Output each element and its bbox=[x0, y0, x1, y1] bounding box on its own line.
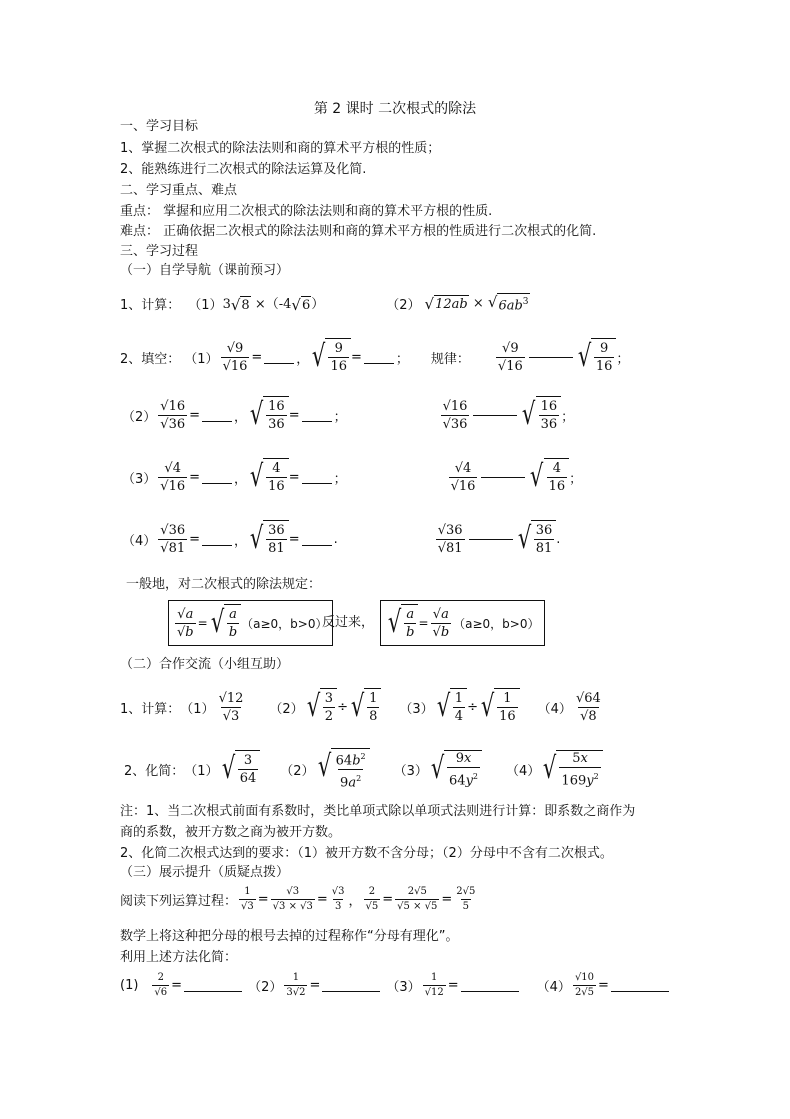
item-number: （4） bbox=[122, 533, 157, 549]
fraction: $\frac{√9}{√16}$ bbox=[222, 340, 248, 374]
item-number: （1） bbox=[180, 701, 215, 717]
difficult-point: 难点： 正确依据二次根式的除法法则和商的算术平方根的性质进行二次根式的化简. bbox=[120, 224, 597, 239]
radical: √ $\frac{9}{16}$ bbox=[575, 338, 617, 376]
section-heading-goals: 一、学习目标 bbox=[120, 119, 199, 134]
item-number: （2） bbox=[269, 701, 304, 717]
fraction: $\frac{√36}{√81}$ bbox=[437, 522, 463, 556]
rule-label: 规律： bbox=[430, 351, 470, 367]
fill-row-4: （4） $\frac{√36}{√81}$ = ， √ $\frac{36}{81}$ = . $\frac{√36}{√81}$ √ $\frac{36}{81}$ . bbox=[122, 521, 561, 556]
fill-row-1: 2、填空： （1） $\frac{√9}{√16}$ = ， √ $\frac{9}{16}$ = ； 规律： $\frac{√9}{√16}$ √ $\frac{9}{16}$ ； bbox=[120, 339, 630, 374]
condition-text: （a≥0，b>0） bbox=[453, 616, 540, 631]
answer-blank[interactable] bbox=[202, 471, 232, 484]
general-rule-intro: 一般地，对二次根式的除法规定： bbox=[126, 577, 322, 592]
part-3-heading: （三）展示提升（质疑点拨） bbox=[120, 865, 290, 880]
radical: √ $\frac{16}{36}$ bbox=[519, 396, 561, 434]
fraction: $\frac{√4}{√16}$ bbox=[160, 460, 186, 494]
goal-2: 2、能熟练进行二次根式的除法运算及化简. bbox=[120, 162, 367, 177]
radical: √ $\frac{5x}{169y^2}$ bbox=[540, 750, 602, 788]
note-line-2: 商的系数，被开方数之商为被开方数。 bbox=[120, 825, 342, 840]
radical: √ $\frac{4}{16}$ bbox=[527, 458, 569, 496]
radical: √ $\frac{4}{16}$ bbox=[247, 458, 289, 496]
rationalize-definition: 数学上将这种把分母的根号去掉的过程称作“分母有理化”。 bbox=[120, 929, 459, 944]
fraction: $\frac{√4}{√16}$ bbox=[450, 460, 476, 494]
item-number: （1） bbox=[184, 763, 219, 779]
note-line-1: 注：1、当二次根式前面有系数时，类比单项式除以单项式法则进行计算：即系数之商作为 bbox=[120, 804, 636, 819]
fraction: $\frac{1}{√3}$ bbox=[241, 886, 254, 912]
part-1-heading: （一）自学导航（课前预习） bbox=[120, 263, 290, 278]
relation-blank[interactable] bbox=[481, 476, 525, 478]
fraction: $\frac{√12}{√3}$ bbox=[218, 690, 244, 724]
radical: √ $\frac{1}{4}$ bbox=[434, 688, 467, 726]
item-number: （1） bbox=[188, 298, 223, 314]
radical: √ $\frac{9x}{64y^2}$ bbox=[428, 750, 482, 788]
answer-blank[interactable] bbox=[302, 533, 332, 546]
fraction: $\frac{2√5}{5}$ bbox=[456, 886, 476, 912]
fraction: $\frac{√9}{√16}$ bbox=[497, 340, 523, 374]
radical: √ $\frac{16}{36}$ bbox=[247, 396, 289, 434]
fraction: $\frac{√16}{√36}$ bbox=[160, 398, 186, 432]
answer-blank[interactable] bbox=[322, 979, 380, 992]
division-rule-box: $\frac{√a}{√b}$ = √ $\frac{a}{b}$ （a≥0，b>0） bbox=[168, 600, 333, 646]
rationalize-exercise-row: (1) $\frac{2}{√6}$ = （2） $\frac{1}{3√2}$ = （3） $\frac{1}{√12}$ = （4） $\frac{√10}{2√5}$ = bbox=[120, 972, 671, 999]
fraction: $\frac{√10}{2√5}$ bbox=[574, 972, 595, 998]
part-2-heading: （二）合作交流（小组互助） bbox=[120, 657, 290, 672]
item-number: （3） bbox=[122, 471, 157, 487]
item-number: （4） bbox=[536, 980, 571, 995]
key-point: 重点： 掌握和应用二次根式的除法法则和商的算术平方根的性质. bbox=[120, 204, 493, 219]
calc-label: 1、计算： bbox=[120, 701, 181, 717]
item-number: （2） bbox=[122, 409, 157, 425]
reading-example-row: 阅读下列运算过程： $\frac{1}{√3}$ = $\frac{√3}{√3 \times √3}$ = $\frac{√3}{3}$ ， $\frac{2}{√5}$ = $\frac{2√5}{√5 \times √5}$ = $\frac{2√5}{5}$ bbox=[120, 886, 476, 912]
fraction: $\frac{√36}{√81}$ bbox=[160, 522, 186, 556]
answer-blank[interactable] bbox=[611, 979, 669, 992]
fraction: $\frac{2√5}{√5 \times √5}$ bbox=[397, 886, 438, 912]
item-number: (1) bbox=[120, 978, 139, 993]
item-number: （2） bbox=[280, 763, 315, 779]
section-heading-key-points: 二、学习重点、难点 bbox=[120, 183, 238, 198]
fill-label: 2、填空： bbox=[120, 351, 181, 367]
fraction: $\frac{1}{3√2}$ bbox=[286, 972, 306, 998]
answer-blank[interactable] bbox=[184, 979, 242, 992]
goal-1: 1、掌握二次根式的除法法则和商的算术平方根的性质； bbox=[120, 141, 441, 156]
fraction: $\frac{1}{√12}$ bbox=[424, 972, 444, 998]
radical: √ $\frac{36}{81}$ bbox=[515, 520, 557, 558]
page-title: 第 2 课时 二次根式的除法 bbox=[313, 101, 477, 117]
fraction: $\frac{√a}{√b}$ bbox=[177, 606, 194, 640]
relation-blank[interactable] bbox=[473, 414, 517, 416]
item-number: （1） bbox=[184, 351, 219, 367]
fraction: $\frac{√a}{√b}$ bbox=[432, 606, 450, 640]
item-number: （4） bbox=[537, 701, 572, 717]
answer-blank[interactable] bbox=[302, 471, 332, 484]
answer-blank[interactable] bbox=[461, 979, 519, 992]
item-number: （2） bbox=[386, 298, 421, 314]
fraction: $\frac{2}{√6}$ bbox=[154, 972, 168, 998]
fraction: $\frac{√3}{3}$ bbox=[331, 886, 345, 912]
radical: √ $\frac{3}{64}$ bbox=[219, 750, 261, 788]
item-number: （3） bbox=[393, 763, 428, 779]
answer-blank[interactable] bbox=[202, 409, 232, 422]
fill-row-2: （2） $\frac{√16}{√36}$ = ， √ $\frac{16}{36}$ = ； $\frac{√16}{√36}$ √ $\frac{16}{36}$ ； bbox=[122, 397, 575, 432]
simplify-row bbox=[124, 748, 603, 791]
note-line-3: 2、化简二次根式达到的要求：（1）被开方数不含分母；（2）分母中不含有二次根式。 bbox=[120, 846, 613, 861]
item-number: （2） bbox=[248, 980, 283, 995]
section-heading-process: 三、学习过程 bbox=[120, 244, 199, 259]
calc-label: 1、计算： bbox=[120, 298, 181, 314]
answer-blank[interactable] bbox=[364, 351, 394, 364]
item-number: （3） bbox=[399, 701, 434, 717]
fraction: $\frac{√3}{√3 \times √3}$ bbox=[272, 886, 313, 912]
condition-text: （a≥0，b>0） bbox=[241, 616, 328, 631]
item-number: （3） bbox=[386, 980, 421, 995]
radical: √ $\frac{9}{16}$ bbox=[309, 338, 351, 376]
fraction: $\frac{√64}{√8}$ bbox=[575, 690, 601, 724]
answer-blank[interactable] bbox=[202, 533, 232, 546]
answer-blank[interactable] bbox=[302, 409, 332, 422]
relation-blank[interactable] bbox=[529, 356, 573, 358]
item-number: （4） bbox=[506, 763, 541, 779]
reverse-label: 反过来， bbox=[322, 615, 375, 630]
expression: 3 √ 8 ×（-4 √ 6 ） bbox=[222, 295, 325, 314]
radical: √ $\frac{36}{81}$ bbox=[247, 520, 289, 558]
radical: √ $\frac{3}{2}$ bbox=[304, 688, 337, 726]
fraction: $\frac{2}{√5}$ bbox=[365, 886, 379, 912]
preview-calc-row bbox=[120, 293, 530, 314]
cooperative-calc-row: 1、计算： （1） $\frac{√12}{√3}$ （2） √ $\frac{3}{2}$ ÷ √ $\frac{1}{8}$ （3） √ $\frac{1}{4}$ ÷ √ $\frac{1}{16}$ （4） $\frac{√64}{√8}$ bbox=[120, 689, 601, 724]
fill-row-3: （3） $\frac{√4}{√16}$ = ， √ $\frac{4}{16}$ = ； $\frac{√4}{√16}$ √ $\frac{4}{16}$ ； bbox=[122, 459, 583, 494]
radical: √ $\frac{1}{16}$ bbox=[478, 688, 520, 726]
reading-label: 阅读下列运算过程： bbox=[120, 894, 238, 909]
radical: √ $\frac{64b^2}{9a^2}$ bbox=[315, 748, 370, 791]
simplify-label: 2、化简： bbox=[124, 763, 185, 779]
expression: √ 12ab × √ $6ab^3$ bbox=[424, 293, 529, 314]
relation-blank[interactable] bbox=[469, 538, 513, 540]
quotient-root-rule-box: √ $\frac{a}{b}$ = $\frac{√a}{√b}$ （a≥0，b>0） bbox=[380, 600, 545, 646]
fraction: $\frac{√16}{√36}$ bbox=[442, 398, 468, 432]
answer-blank[interactable] bbox=[264, 351, 294, 364]
radical: √ $\frac{a}{b}$ bbox=[208, 604, 241, 642]
radical: √ $\frac{a}{b}$ bbox=[385, 604, 418, 642]
use-method-instruction: 利用上述方法化简： bbox=[120, 950, 238, 965]
radical: √ $\frac{1}{8}$ bbox=[348, 688, 381, 726]
